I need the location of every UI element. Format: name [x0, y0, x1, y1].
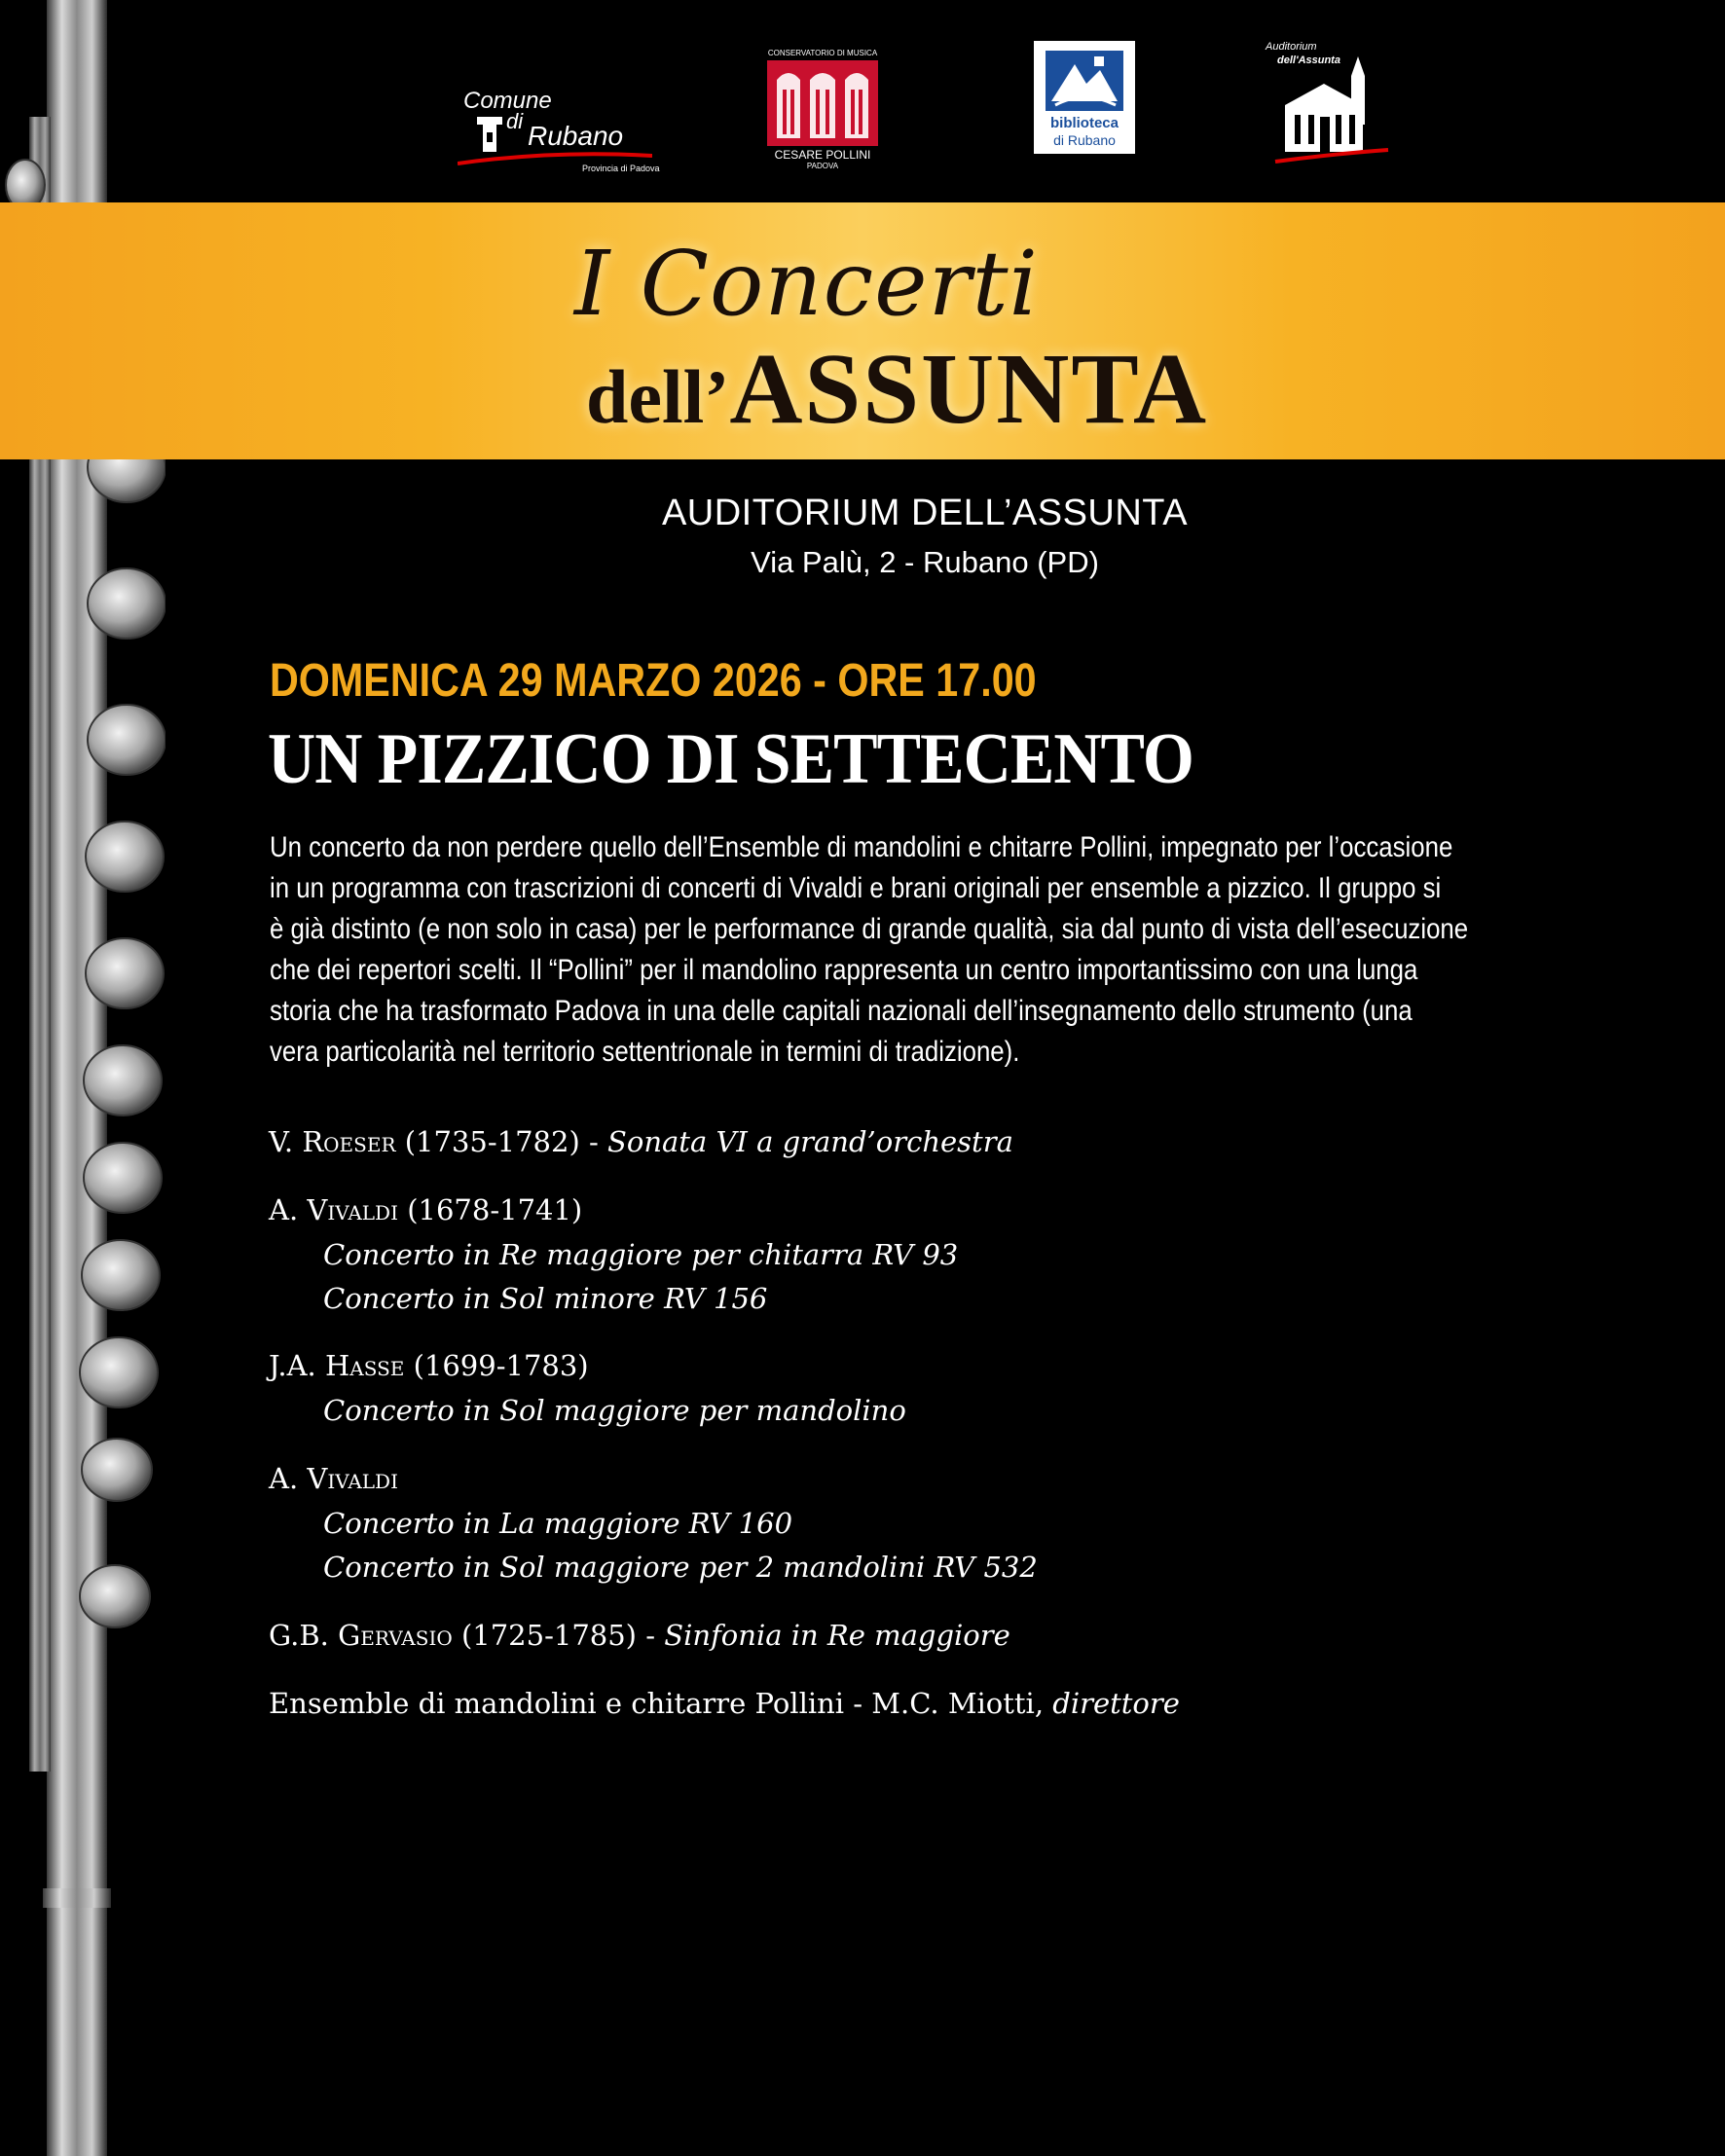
- logo-text: di: [506, 109, 524, 133]
- auditorium-assunta-logo: [1256, 37, 1412, 164]
- event-description: [270, 827, 1586, 1073]
- banner-title-main: ASSUNTA: [729, 333, 1209, 445]
- description-line: vera particolarità nel territorio settentrionale in termini di tradizione).: [270, 1036, 1020, 1068]
- event-title: UN PIZZICO DI SETTECENTO: [268, 719, 1193, 799]
- piece-title: Sonata VI a grand’orchestra: [607, 1125, 1013, 1158]
- logo-text: Comune: [463, 88, 552, 114]
- piece-title: Concerto in Sol maggiore per mandolino: [323, 1394, 906, 1427]
- comune-di-rubano-logo: [458, 58, 662, 175]
- director-role: direttore: [1052, 1687, 1180, 1720]
- logo-text: Auditorium: [1266, 41, 1317, 53]
- description-line: che dei repertori scelti. Il “Pollini” per il mandolino rappresenta un centro importantissimo con una lunga: [270, 954, 1418, 986]
- piece-title: Concerto in Re maggiore per chitarra RV 93: [323, 1238, 959, 1271]
- logo-text: Provincia di Padova: [582, 164, 660, 173]
- banner-title-line2: [586, 331, 1326, 447]
- program-entry-roeser: [269, 1125, 1013, 1158]
- event-datetime: DOMENICA 29 MARZO 2026 - ORE 17.00: [270, 655, 1037, 707]
- program-entry-gervasio: [269, 1619, 1010, 1652]
- composer-dates: (1678-1741): [397, 1193, 583, 1226]
- biblioteca-emblem-icon: [1046, 51, 1123, 111]
- composer-initial: A.: [269, 1193, 308, 1226]
- description-line: Un concerto da non perdere quello dell’Ensemble di mandolini e chitarre Pollini, impegnato per l’occasione: [270, 831, 1453, 863]
- piece-title: Concerto in Sol minore RV 156: [323, 1282, 768, 1315]
- composer-initial: J.A.: [269, 1349, 325, 1382]
- venue-address: Via Palù, 2 - Rubano (PD): [751, 545, 1099, 579]
- composer-initial: V.: [269, 1125, 303, 1158]
- description-line: in un programma con trascrizioni di concerti di Vivaldi e brani originali per ensemble a pizzico. Il gruppo si: [270, 872, 1442, 904]
- description-line: storia che ha trasformato Padova in una delle capitali nazionali dell’insegnamento dello strumento (una: [270, 995, 1413, 1027]
- composer-dates: (1699-1783): [404, 1349, 589, 1382]
- ensemble-text: Ensemble di mandolini e chitarre Pollini - M.C. Miotti,: [269, 1687, 1053, 1720]
- program-entry-vivaldi-2: [269, 1462, 398, 1495]
- logo-text: di Rubano: [1053, 132, 1116, 148]
- composer-dates: (1735-1782) -: [395, 1125, 608, 1158]
- biblioteca-di-rubano-logo: [1034, 41, 1135, 154]
- program-entry-vivaldi: [269, 1193, 582, 1226]
- tower-icon: [473, 117, 506, 152]
- logo-text: dell'Assunta: [1277, 55, 1340, 66]
- piece-title: Concerto in La maggiore RV 160: [323, 1507, 793, 1540]
- composer-initial: G.B.: [269, 1619, 339, 1652]
- piece-title: Concerto in Sol maggiore per 2 mandolini RV 532: [323, 1551, 1038, 1584]
- swoosh-icon: [458, 152, 652, 165]
- program-entry-hasse: [269, 1349, 589, 1382]
- composer-name: Hasse: [324, 1349, 405, 1382]
- composer-name: Gervasio: [338, 1619, 453, 1652]
- logo-text: CONSERVATORIO DI MUSICA: [767, 49, 878, 57]
- composer-initial: A.: [269, 1462, 308, 1495]
- composer-name: Roeser: [302, 1125, 396, 1158]
- logo-text: CESARE POLLINI: [774, 148, 871, 162]
- composer-name: Vivaldi: [307, 1462, 398, 1495]
- logo-text: biblioteca: [1049, 115, 1119, 131]
- banner-title-prefix: dell’: [586, 354, 730, 439]
- ensemble-credit: [269, 1687, 1180, 1720]
- logo-bar: [0, 29, 1725, 175]
- piece-title: Sinfonia in Re maggiore: [664, 1619, 1010, 1652]
- venue-name: AUDITORIUM DELL’ASSUNTA: [661, 493, 1189, 533]
- banner-title-line1: I Concerti: [574, 232, 1039, 336]
- logo-text: Rubano: [528, 121, 624, 151]
- composer-name: Vivaldi: [307, 1193, 398, 1226]
- conservatorio-pollini-logo: [759, 49, 886, 175]
- pollini-emblem-icon: [767, 60, 878, 146]
- composer-dates: (1725-1785) -: [452, 1619, 665, 1652]
- description-line: è già distinto (e non solo in casa) per le performance di grande qualità, sia dal punto di vista dell’esecuzione: [270, 913, 1469, 945]
- logo-text: PADOVA: [806, 162, 839, 170]
